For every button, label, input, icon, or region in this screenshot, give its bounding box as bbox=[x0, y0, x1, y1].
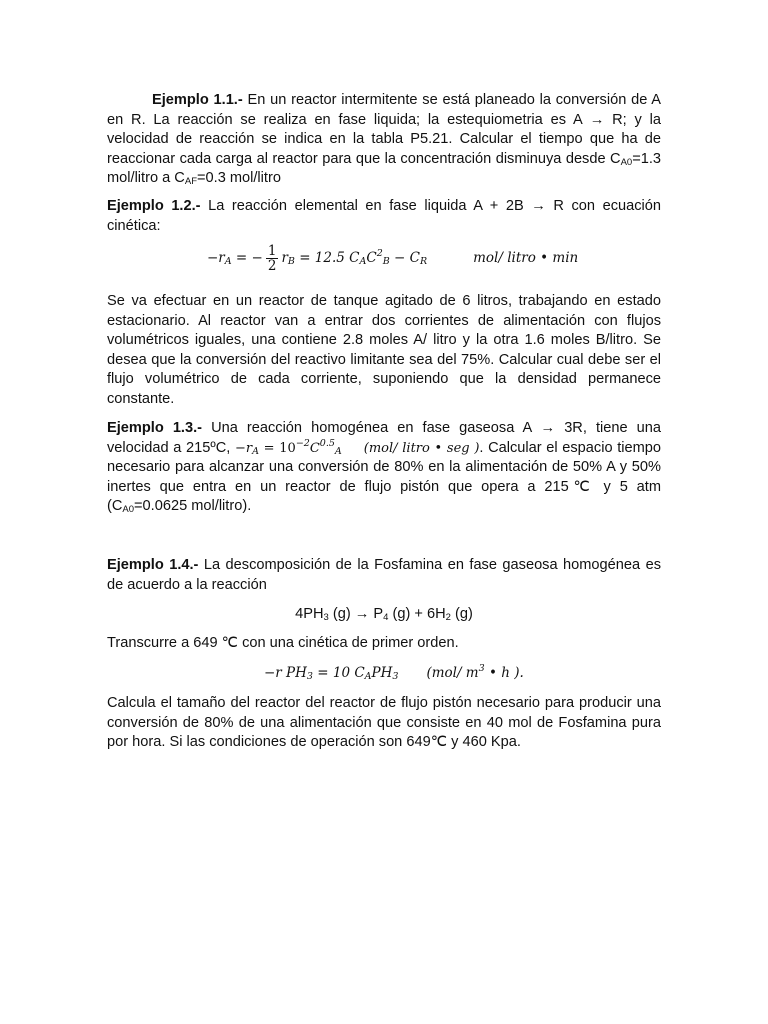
rate-units: mol/ litro • min bbox=[473, 250, 579, 266]
example-1-1-title: Ejemplo 1.1.- bbox=[152, 92, 243, 108]
arrow-icon: → bbox=[354, 606, 370, 622]
example-1-4-title: Ejemplo 1.4.- bbox=[107, 557, 199, 573]
arrow-icon: → bbox=[589, 111, 605, 128]
rate-expression: $-r_A = 10^{-2}C^{0.5}_A$ (mol/ litro • seg ) bbox=[234, 437, 480, 457]
fraction-one-half: $\frac{1}{2}$ bbox=[267, 243, 277, 274]
example-1-4-paragraph: Calcula el tamaño del reactor del reactor de flujo pistón necesario para producir una conversión de 80% de una alimentación que consiste en 40 mol de Fosfamina pura por hora. Si las condiciones de operación son 649℃ y 460 Kpa. bbox=[107, 695, 661, 751]
example-1-3-title: Ejemplo 1.3.- bbox=[107, 420, 203, 436]
arrow-icon: → bbox=[531, 198, 546, 214]
arrow-icon: → bbox=[540, 420, 556, 436]
example-1-2-paragraph: Se va efectuar en un reactor de tanque agitado de 6 litros, trabajando en estado estacionario. Al reactor van a entrar dos corrientes de alimentación con flujos volumétricos iguales, una contiene 2.8 moles A/ litro y la otra 1.6 moles B/litro. Se desea que la conversión del reactivo limitante sea del 75%. Calcular cual debe ser el flujo volumétrico de cada corriente, suponiendo que la densidad permanece constante. bbox=[107, 293, 661, 407]
example-1-1-paragraph: Ejemplo 1.1.- En un reactor intermitente se está planeado la conversión de A en R. La reacción se realiza en fase liquida; la estequiometria es A → R; y la velocidad de reacción se indica en la tabla P5.21. Calcular el tiempo que ha de reaccionar cada carga al reactor para que la concentración disminuya desde $C_{A0}=1.3$ mol/litro a $C_{AF}=0.3$ mol/litro bbox=[107, 92, 662, 188]
example-1-4-intro: Ejemplo 1.4.- La descomposición de la Fosfamina en fase gaseosa homogénea es de acuerdo a la reacción bbox=[107, 557, 661, 593]
example-1-2-intro: Ejemplo 1.2.- La reacción elemental en fase liquida A + 2B → R con ecuación cinética: bbox=[107, 198, 661, 234]
example-1-2-title: Ejemplo 1.2.- bbox=[107, 198, 201, 214]
phosphine-rate-equation: −r $PH_3 = 10$ $C_APH_3$ (mol/ $m^3$ • h ). bbox=[264, 663, 524, 682]
example-1-4-line2: Transcurre a 649 ℃ con una cinética de primer orden. bbox=[107, 635, 459, 651]
phosphine-reaction: $4PH_3$ $(g) \to P_4$ $(g) + 6H_2$ (g) bbox=[295, 606, 473, 623]
example-1-2-rate-equation: $-r_A$ = − $\frac{1}{2}$ $r_B = 12.5$ $C_AC^2_B - C_R$ mol/ litro • min bbox=[207, 243, 579, 274]
example-1-3-paragraph: Ejemplo 1.3.- Una reacción homogénea en fase gaseosa A → 3R, tiene una velocidad a 215ºC, $-r_A = 10^{-2}C^{0.5}_A$ (mol/ litro • seg ). Calcular el espacio tiempo necesario para alcanzar una conversión de 80% en la alimentación de 50% A y 50% inertes que entra en un reactor de flujo pistón que opera a 215℃ y 5 atm ($C_{A0}=0.0625$ mol/litro). bbox=[107, 420, 661, 516]
